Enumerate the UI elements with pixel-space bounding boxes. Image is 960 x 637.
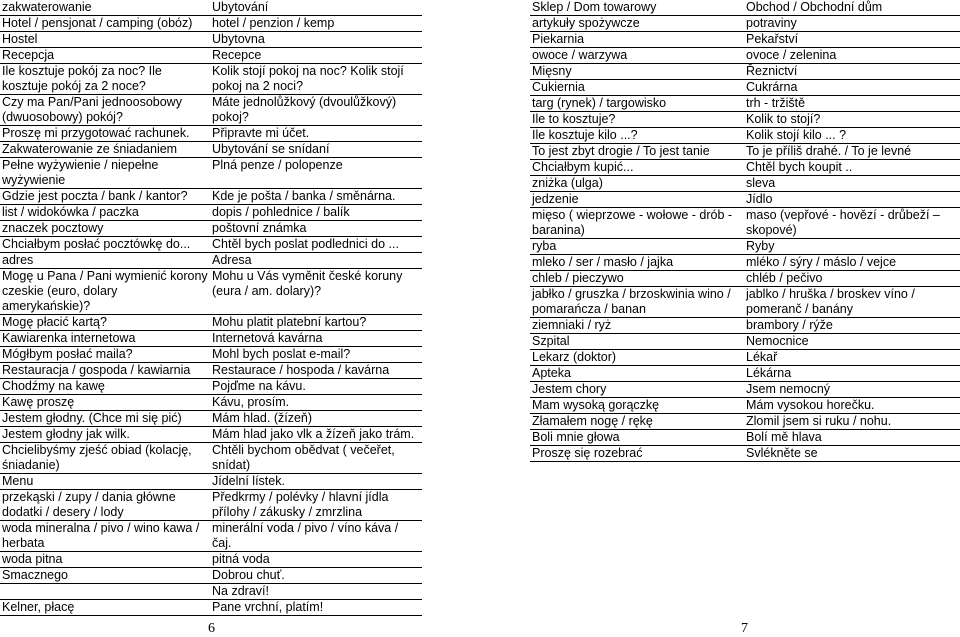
page-number-right: 7 — [741, 621, 748, 636]
czech-phrase: Nemocnice — [744, 334, 960, 350]
phrase-row — [530, 398, 960, 414]
polish-phrase: Kawiarenka internetowa — [0, 331, 210, 347]
polish-phrase: Chcielibyśmy zjeść obiad (kolację, śniadanie) — [0, 443, 210, 474]
phrase-row — [0, 269, 422, 315]
phrase-row — [530, 96, 960, 112]
polish-phrase: Chodźmy na kawę — [0, 379, 210, 395]
czech-phrase: jablko / hruška / broskev víno / pomeranč / banány — [744, 287, 960, 318]
phrase-row — [530, 192, 960, 208]
czech-phrase: sleva — [744, 176, 960, 192]
polish-phrase: jabłko / gruszka / brzoskwinia wino / pomarańcza / banan — [530, 287, 744, 318]
phrase-row — [0, 126, 422, 142]
phrase-row — [530, 64, 960, 80]
czech-phrase: Ubytovna — [210, 32, 422, 48]
czech-phrase: Pojďme na kávu. — [210, 379, 422, 395]
polish-phrase: Gdzie jest poczta / bank / kantor? — [0, 189, 210, 205]
phrase-row — [0, 253, 422, 269]
phrase-row — [530, 144, 960, 160]
polish-phrase: Recepcja — [0, 48, 210, 64]
czech-phrase: Svlékněte se — [744, 446, 960, 462]
polish-phrase: Chciałbym posłać pocztówkę do... — [0, 237, 210, 253]
czech-phrase: Recepce — [210, 48, 422, 64]
czech-phrase: To je příliš drahé. / To je levné — [744, 144, 960, 160]
czech-phrase: maso (vepřové - hovězí - drůbeží – skopové) — [744, 208, 960, 239]
czech-phrase: Pekařství — [744, 32, 960, 48]
czech-phrase: Lékař — [744, 350, 960, 366]
polish-phrase: woda mineralna / pivo / wino kawa / herbata — [0, 521, 210, 552]
phrase-row — [0, 490, 422, 521]
left-phrase-rows — [0, 0, 422, 616]
phrase-row — [0, 315, 422, 331]
polish-phrase: Zakwaterowanie ze śniadaniem — [0, 142, 210, 158]
czech-phrase: Kolik to stojí? — [744, 112, 960, 128]
polish-phrase: mięso ( wieprzowe - wołowe - drób -baranina) — [530, 208, 744, 239]
phrase-row — [530, 334, 960, 350]
phrase-row — [530, 176, 960, 192]
phrase-row — [530, 287, 960, 318]
phrase-row — [0, 221, 422, 237]
page-number-left: 6 — [208, 621, 215, 636]
phrase-row — [0, 347, 422, 363]
phrase-row — [530, 446, 960, 462]
czech-phrase: Mohl bych poslat e-mail? — [210, 347, 422, 363]
phrase-row — [0, 552, 422, 568]
czech-phrase: Pane vrchní, platím! — [210, 600, 422, 616]
phrase-row — [0, 331, 422, 347]
phrase-row — [0, 584, 422, 600]
left-page — [0, 0, 422, 616]
polish-phrase: Ile to kosztuje? — [530, 112, 744, 128]
czech-phrase: Lékárna — [744, 366, 960, 382]
czech-phrase: Řeznictví — [744, 64, 960, 80]
phrase-row — [0, 32, 422, 48]
czech-phrase: trh - tržiště — [744, 96, 960, 112]
phrase-row — [530, 414, 960, 430]
czech-phrase: Připravte mi účet. — [210, 126, 422, 142]
polish-phrase: jedzenie — [530, 192, 744, 208]
czech-phrase: Jídelní lístek. — [210, 474, 422, 490]
polish-phrase: Hotel / pensjonat / camping (obóz) — [0, 16, 210, 32]
phrase-row — [530, 318, 960, 334]
phrase-row — [530, 350, 960, 366]
polish-phrase: Ile kosztuje kilo ...? — [530, 128, 744, 144]
czech-phrase: ovoce / zelenina — [744, 48, 960, 64]
czech-phrase: minerální voda / pivo / víno káva / čaj. — [210, 521, 422, 552]
czech-phrase: Mohu platit platební kartou? — [210, 315, 422, 331]
phrase-row — [0, 600, 422, 616]
czech-phrase: potraviny — [744, 16, 960, 32]
polish-phrase: ryba — [530, 239, 744, 255]
polish-phrase: Jestem chory — [530, 382, 744, 398]
polish-phrase: Kawę proszę — [0, 395, 210, 411]
czech-phrase: dopis / pohlednice / balík — [210, 205, 422, 221]
phrase-row — [0, 64, 422, 95]
czech-phrase: Mám hlad. (žízeň) — [210, 411, 422, 427]
phrase-row — [530, 239, 960, 255]
polish-phrase: Proszę mi przygotować rachunek. — [0, 126, 210, 142]
czech-phrase: mléko / sýry / máslo / vejce — [744, 255, 960, 271]
phrase-row — [530, 32, 960, 48]
czech-phrase: Internetová kavárna — [210, 331, 422, 347]
czech-phrase: Mohu u Vás vyměnit české koruny (eura / am. dolary)? — [210, 269, 422, 315]
phrase-row — [0, 95, 422, 126]
polish-phrase: Ile kosztuje pokój za noc? Ile kosztuje pokój za 2 noce? — [0, 64, 210, 95]
polish-phrase: Sklep / Dom towarowy — [530, 0, 744, 16]
czech-phrase: Kolik stojí kilo ... ? — [744, 128, 960, 144]
czech-phrase: Ubytování se snídaní — [210, 142, 422, 158]
czech-phrase: Obchod / Obchodní dům — [744, 0, 960, 16]
polish-phrase: znaczek pocztowy — [0, 221, 210, 237]
polish-phrase: Mam wysoką gorączkę — [530, 398, 744, 414]
phrase-row — [530, 48, 960, 64]
phrase-row — [530, 128, 960, 144]
phrase-row — [530, 271, 960, 287]
polish-phrase: Apteka — [530, 366, 744, 382]
polish-phrase: To jest zbyt drogie / To jest tanie — [530, 144, 744, 160]
czech-phrase: hotel / penzion / kemp — [210, 16, 422, 32]
polish-phrase: Mogę u Pana / Pani wymienić korony czeskie (euro, dolary amerykańskie)? — [0, 269, 210, 315]
czech-phrase: Ryby — [744, 239, 960, 255]
phrase-row — [0, 0, 422, 16]
phrase-row — [0, 568, 422, 584]
czech-phrase: Chtěl bych koupit .. — [744, 160, 960, 176]
left-phrase-table — [0, 0, 422, 616]
polish-phrase: list / widokówka / paczka — [0, 205, 210, 221]
polish-phrase: zakwaterowanie — [0, 0, 210, 16]
phrase-row — [530, 255, 960, 271]
czech-phrase: Restaurace / hospoda / kavárna — [210, 363, 422, 379]
czech-phrase: Na zdraví! — [210, 584, 422, 600]
phrase-row — [0, 443, 422, 474]
phrase-row — [530, 160, 960, 176]
phrase-row — [0, 379, 422, 395]
polish-phrase: mleko / ser / masło / jajka — [530, 255, 744, 271]
czech-phrase: Plná penze / polopenze — [210, 158, 422, 189]
phrase-row — [0, 363, 422, 379]
phrase-row — [0, 237, 422, 253]
polish-phrase: owoce / warzywa — [530, 48, 744, 64]
polish-phrase: Piekarnia — [530, 32, 744, 48]
czech-phrase: Zlomil jsem si ruku / nohu. — [744, 414, 960, 430]
czech-phrase: Jídlo — [744, 192, 960, 208]
czech-phrase: Předkrmy / polévky / hlavní jídla přílohy / zákusky / zmrzlina — [210, 490, 422, 521]
polish-phrase: Złamałem nogę / rękę — [530, 414, 744, 430]
phrase-row — [0, 427, 422, 443]
phrase-row — [0, 205, 422, 221]
czech-phrase: Chtěli bychom obědvat ( večeřet, snídat) — [210, 443, 422, 474]
czech-phrase: Dobrou chuť. — [210, 568, 422, 584]
czech-phrase: brambory / rýže — [744, 318, 960, 334]
phrase-row — [530, 112, 960, 128]
phrase-row — [530, 366, 960, 382]
czech-phrase: Adresa — [210, 253, 422, 269]
czech-phrase: poštovní známka — [210, 221, 422, 237]
polish-phrase: Proszę się rozebrać — [530, 446, 744, 462]
polish-phrase: Hostel — [0, 32, 210, 48]
czech-phrase: pitná voda — [210, 552, 422, 568]
polish-phrase: Jestem głodny jak wilk. — [0, 427, 210, 443]
phrase-row — [530, 208, 960, 239]
polish-phrase: Smacznego — [0, 568, 210, 584]
czech-phrase: Bolí mě hlava — [744, 430, 960, 446]
phrase-row — [530, 80, 960, 96]
polish-phrase: Lekarz (doktor) — [530, 350, 744, 366]
phrase-row — [530, 0, 960, 16]
polish-phrase: Kelner, płacę — [0, 600, 210, 616]
polish-phrase: woda pitna — [0, 552, 210, 568]
polish-phrase: Mógłbym posłać maila? — [0, 347, 210, 363]
czech-phrase: Mám vysokou horečku. — [744, 398, 960, 414]
phrase-row — [530, 430, 960, 446]
polish-phrase: chleb / pieczywo — [530, 271, 744, 287]
polish-phrase: przekąski / zupy / dania główne dodatki / desery / lody — [0, 490, 210, 521]
polish-phrase: Pełne wyżywienie / niepełne wyżywienie — [0, 158, 210, 189]
polish-phrase: Czy ma Pan/Pani jednoosobowy (dwuosobowy) pokój? — [0, 95, 210, 126]
polish-phrase: ziemniaki / ryż — [530, 318, 744, 334]
polish-phrase: Mogę płacić kartą? — [0, 315, 210, 331]
czech-phrase: Kde je pošta / banka / směnárna. — [210, 189, 422, 205]
phrase-row — [0, 189, 422, 205]
phrase-row — [0, 158, 422, 189]
polish-phrase: Boli mnie głowa — [530, 430, 744, 446]
phrase-row — [0, 474, 422, 490]
polish-phrase: Cukiernia — [530, 80, 744, 96]
czech-phrase: Kávu, prosím. — [210, 395, 422, 411]
phrase-row — [530, 16, 960, 32]
polish-phrase: zniżka (ulga) — [530, 176, 744, 192]
czech-phrase: Kolik stojí pokoj na noc? Kolik stojí pokoj na 2 noci? — [210, 64, 422, 95]
phrase-row — [0, 521, 422, 552]
right-phrase-rows — [530, 0, 960, 462]
czech-phrase: Jsem nemocný — [744, 382, 960, 398]
phrase-row — [0, 395, 422, 411]
polish-phrase — [0, 584, 210, 600]
polish-phrase: Menu — [0, 474, 210, 490]
czech-phrase: Ubytování — [210, 0, 422, 16]
polish-phrase: adres — [0, 253, 210, 269]
czech-phrase: chléb / pečivo — [744, 271, 960, 287]
polish-phrase: Restauracja / gospoda / kawiarnia — [0, 363, 210, 379]
right-phrase-table — [530, 0, 960, 462]
polish-phrase: Mięsny — [530, 64, 744, 80]
phrase-row — [0, 48, 422, 64]
czech-phrase: Cukrárna — [744, 80, 960, 96]
phrase-row — [0, 16, 422, 32]
polish-phrase: Szpital — [530, 334, 744, 350]
czech-phrase: Mám hlad jako vlk a žízeň jako trám. — [210, 427, 422, 443]
czech-phrase: Chtěl bych poslat podlednici do ... — [210, 237, 422, 253]
phrase-row — [0, 411, 422, 427]
czech-phrase: Máte jednolůžkový (dvoulůžkový) pokoj? — [210, 95, 422, 126]
polish-phrase: Jestem głodny. (Chce mi się pić) — [0, 411, 210, 427]
polish-phrase: Chciałbym kupić... — [530, 160, 744, 176]
polish-phrase: targ (rynek) / targowisko — [530, 96, 744, 112]
polish-phrase: artykuły spożywcze — [530, 16, 744, 32]
phrase-row — [0, 142, 422, 158]
phrase-row — [530, 382, 960, 398]
right-page — [530, 0, 960, 462]
